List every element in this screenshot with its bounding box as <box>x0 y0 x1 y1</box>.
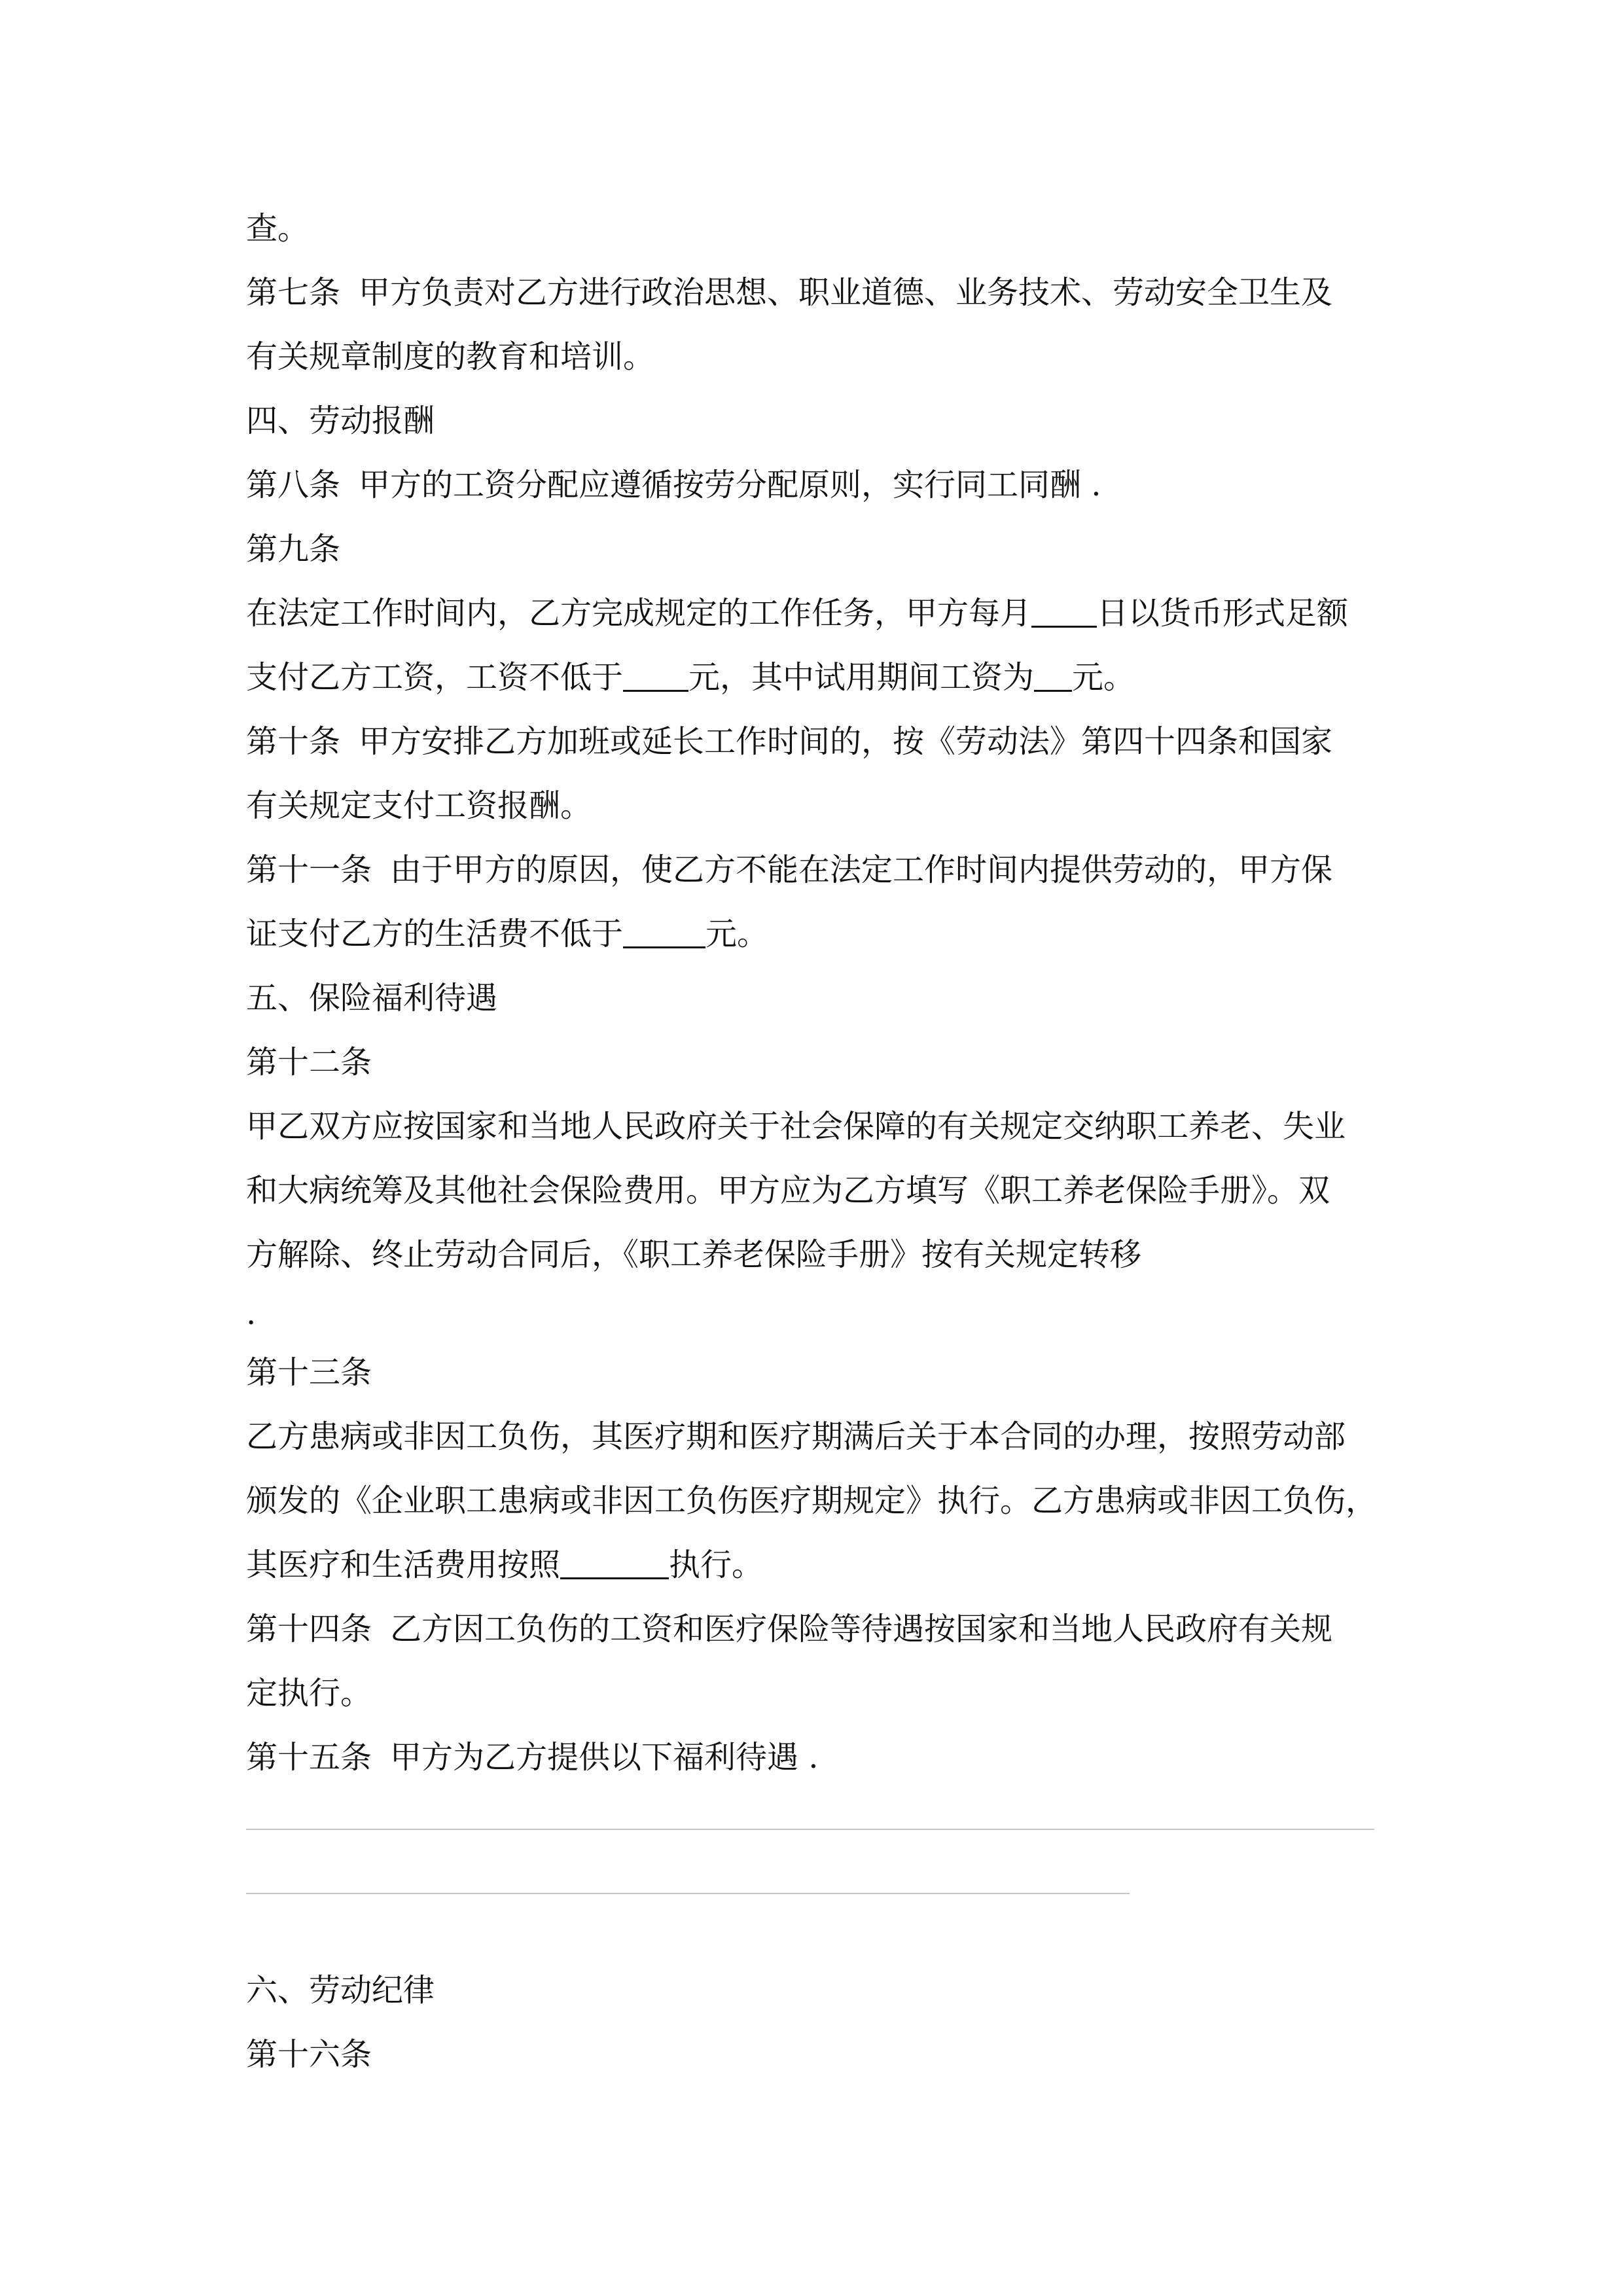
text-line: 有关规章制度的教育和培训。 <box>246 338 655 375</box>
article-7: 第七条 甲方负责对乙方进行政治思想、职业道德、业务技术、劳动安全卫生及 <box>246 274 1333 311</box>
text-line: 支付乙方工资，工资不低于 元，其中试用期间工资为 元。 <box>246 659 1135 696</box>
text-line: 定执行。 <box>246 1675 372 1712</box>
text-line: 证支付乙方的生活费不低于 元。 <box>246 916 769 952</box>
contract-text <box>246 196 1378 2087</box>
article-number: 第八条 <box>246 467 341 503</box>
fill-in-rule[interactable] <box>246 1829 1374 1830</box>
text-line: 查。 <box>246 210 310 247</box>
article-12 <box>246 1030 1378 1094</box>
article-13 <box>246 1340 1378 1405</box>
text-line: 其医疗和生活费用按照 执行。 <box>246 1547 764 1583</box>
blank-living-allowance[interactable] <box>623 920 705 948</box>
article-14: 第十四条 乙方因工负伤的工资和医疗保险等待遇按国家和当地人民政府有关规 <box>246 1611 1333 1647</box>
text-line: 甲乙双方应按国家和当地人民政府关于社会保障的有关规定交纳职工养老、失业 <box>246 1108 1346 1145</box>
article-number: 第七条 <box>246 274 341 311</box>
blank-probation-wage[interactable] <box>1034 664 1072 692</box>
section-heading-5: 五、保险福利待遇 <box>246 980 498 1016</box>
text-line: . <box>246 1295 257 1332</box>
text-line: 颁发的《企业职工患病或非因工负伤医疗期规定》执行。乙方患病或非因工负伤， <box>246 1482 1378 1519</box>
blank-pay-day[interactable] <box>1031 600 1097 628</box>
text-line: 有关规定支付工资报酬。 <box>246 787 592 824</box>
article-11: 第十一条 由于甲方的原因，使乙方不能在法定工作时间内提供劳动的，甲方保 <box>246 852 1333 888</box>
text-line: 方解除、终止劳动合同后，《职工养老保险手册》按有关规定转移 <box>246 1236 1142 1273</box>
article-10: 第十条 甲方安排乙方加班或延长工作时间的，按《劳动法》第四十四条和国家 <box>246 723 1333 760</box>
section-heading-4: 四、劳动报酬 <box>246 403 435 439</box>
section-heading-6: 六、劳动纪律 <box>246 1972 435 2009</box>
text-line: 乙方患病或非因工负伤，其医疗期和医疗期满后关于本合同的办理，按照劳动部 <box>246 1418 1346 1455</box>
article-16 <box>246 2022 1378 2087</box>
fill-in-rule[interactable] <box>246 1893 1130 1894</box>
article-number: 第十二条 <box>246 1044 372 1081</box>
article-number: 第十五条 <box>246 1739 372 1776</box>
text-line: 和大病统筹及其他社会保险费用。甲方应为乙方填写《职工养老保险手册》。双 <box>246 1172 1330 1209</box>
blank-min-wage[interactable] <box>623 664 688 692</box>
article-number: 第十四条 <box>246 1611 372 1647</box>
article-number: 第十条 <box>246 723 341 760</box>
text-line: 在法定工作时间内，乙方完成规定的工作任务，甲方每月 日以货币形式足额 <box>246 595 1349 632</box>
article-number: 第十六条 <box>246 2036 372 2073</box>
fill-in-lines <box>246 1789 1378 1958</box>
article-number: 第九条 <box>246 531 341 567</box>
blank-medical-expense-basis[interactable] <box>560 1551 669 1579</box>
article-8: 第八条 甲方的工资分配应遵循按劳分配原则，实行同工同酬 . <box>246 467 1101 503</box>
article-15: 第十五条 甲方为乙方提供以下福利待遇 . <box>246 1739 819 1776</box>
article-number: 第十三条 <box>246 1354 372 1391</box>
article-number: 第十一条 <box>246 852 372 888</box>
article-9 <box>246 517 1378 581</box>
